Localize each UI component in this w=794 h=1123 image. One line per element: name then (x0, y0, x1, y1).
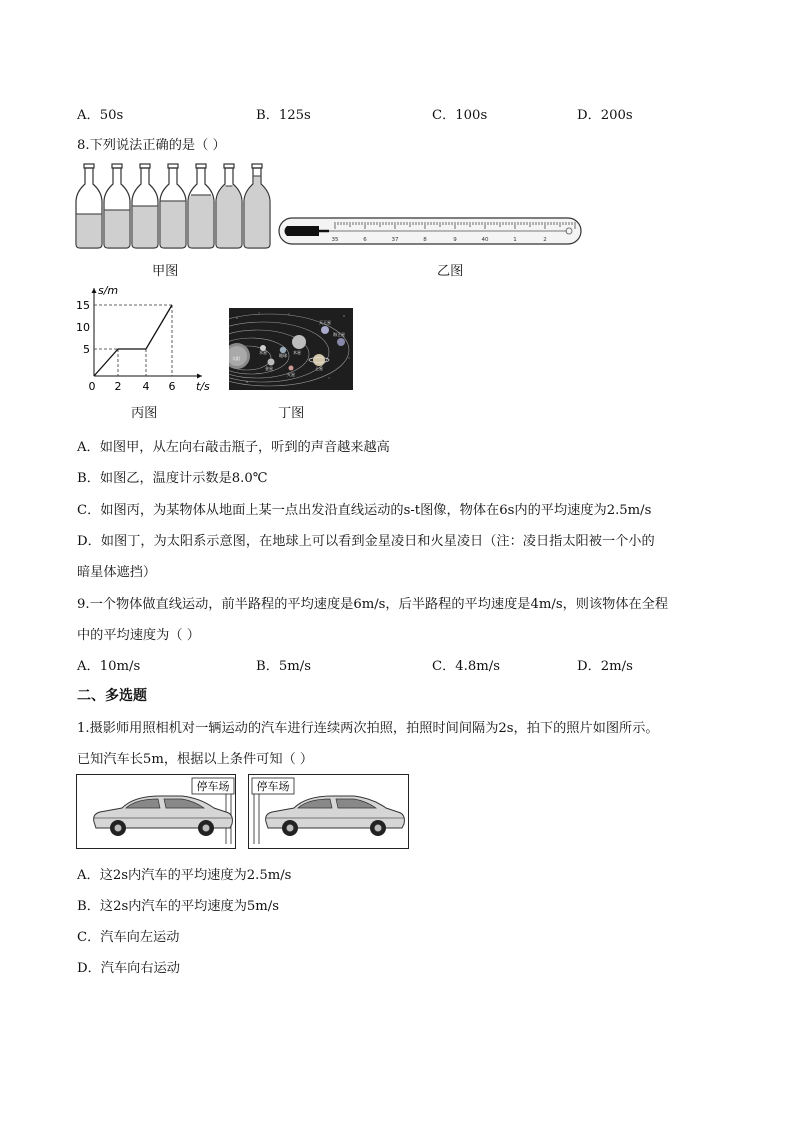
solar-label-earth: 地球 (279, 353, 287, 358)
photo-1 (77, 775, 236, 849)
s2-q1-option-d: D．汽车向右运动 (77, 961, 180, 976)
section-heading: 二、多选题 (77, 688, 147, 704)
s2-q1-option-c: C．汽车向左运动 (77, 930, 180, 945)
s2-q1-line1: 1.摄影师用照相机对一辆运动的汽车进行连续两次拍照，拍照时间间隔为2s，拍下的照片如图所示。 (77, 721, 659, 736)
x-tick-4: 4 (142, 380, 150, 393)
q7-option-a: A．50s (77, 108, 124, 123)
s2-q1-line2: 已知汽车长5m，根据以上条件可知（ ） (77, 752, 314, 767)
x-tick-6: 6 (168, 380, 176, 393)
thermo-tick-label: 1 (513, 237, 517, 243)
st-graph (74, 282, 214, 398)
thermo-tick-label: 8 (423, 237, 427, 243)
bottle-7 (244, 164, 270, 248)
graph-xlabel: t/s (196, 380, 210, 393)
x-tick-2: 2 (114, 380, 122, 393)
parking-sign-1: 停车场 (196, 780, 230, 793)
s2-q1-option-b: B．这2s内汽车的平均速度为5m/s (77, 899, 280, 914)
solar-label-mercury: 水星 (259, 350, 267, 355)
q9-option-d: D．2m/s (577, 659, 633, 674)
q9-stem-line2: 中的平均速度为（ ） (77, 628, 200, 643)
fig-ding-caption: 丁图 (278, 406, 305, 421)
q8-option-a: A．如图甲，从左向右敲击瓶子，听到的声音越来越高 (77, 440, 390, 455)
q9-option-c: C．4.8m/s (432, 659, 500, 674)
q9-option-a: A．10m/s (77, 659, 141, 674)
solar-label-venus: 金星 (265, 366, 273, 371)
thermometer-figure (277, 214, 585, 250)
car-photos-figure (76, 774, 410, 850)
fig-bing-caption: 丙图 (131, 406, 158, 421)
bottle-3 (132, 164, 158, 248)
fig-yi-caption: 乙图 (437, 264, 464, 279)
thermo-tick-label: 40 (481, 237, 489, 243)
y-tick-10: 10 (76, 321, 90, 334)
y-tick-15: 15 (76, 299, 90, 312)
photo-2 (249, 775, 409, 849)
solar-label-uranus: 天王星 (319, 320, 331, 325)
q9-option-b: B．5m/s (256, 659, 311, 674)
thermo-tick-label: 2 (543, 237, 547, 243)
bottles-figure (74, 162, 274, 254)
bottle-1 (76, 164, 102, 248)
q8-option-d-cont: 暗星体遮挡） (77, 565, 157, 580)
solar-label-neptune: 海王星 (333, 332, 345, 337)
q8-option-b: B．如图乙，温度计示数是8.0℃ (77, 471, 268, 486)
parking-sign-2: 停车场 (256, 780, 290, 793)
q7-option-c: C．100s (432, 108, 488, 123)
bottle-5 (188, 164, 214, 248)
q7-option-d: D．200s (577, 108, 633, 123)
bottle-2 (104, 164, 130, 248)
y-tick-5: 5 (83, 343, 90, 356)
solar-label-saturn: 土星 (315, 366, 323, 371)
q9-stem-line1: 9.一个物体做直线运动，前半路程的平均速度是6m/s，后半路程的平均速度是4m/s，则该物体在全程 (77, 597, 669, 612)
fig-jia-caption: 甲图 (152, 264, 179, 279)
q8-option-c: C．如图丙，为某物体从地面上某一点出发沿直线运动的s-t图像，物体在6s内的平均速度为2.5m/s (77, 503, 652, 518)
q8-option-d: D．如图丁，为太阳系示意图，在地球上可以看到金星凌日和火星凌日（注：凌日指太阳被一个小的 (77, 534, 655, 549)
thermo-tick-label: 6 (363, 237, 367, 243)
bottle-4 (160, 164, 186, 248)
q7-option-b: B．125s (256, 108, 311, 123)
thermo-tick-label: 37 (391, 237, 399, 243)
solar-system-image (229, 308, 353, 390)
x-tick-0: 0 (88, 380, 96, 393)
bottle-6 (216, 164, 242, 248)
thermo-tick-label: 35 (331, 237, 339, 243)
graph-ylabel: s/m (98, 284, 119, 297)
solar-label-mars: 火星 (287, 372, 295, 377)
thermo-tick-label: 9 (453, 237, 457, 243)
s2-q1-option-a: A．这2s内汽车的平均速度为2.5m/s (77, 868, 292, 883)
solar-label-jupiter: 木星 (293, 350, 301, 355)
solar-label-sun: 太阳 (232, 356, 240, 361)
q8-stem: 8.下列说法正确的是（ ） (77, 138, 226, 153)
